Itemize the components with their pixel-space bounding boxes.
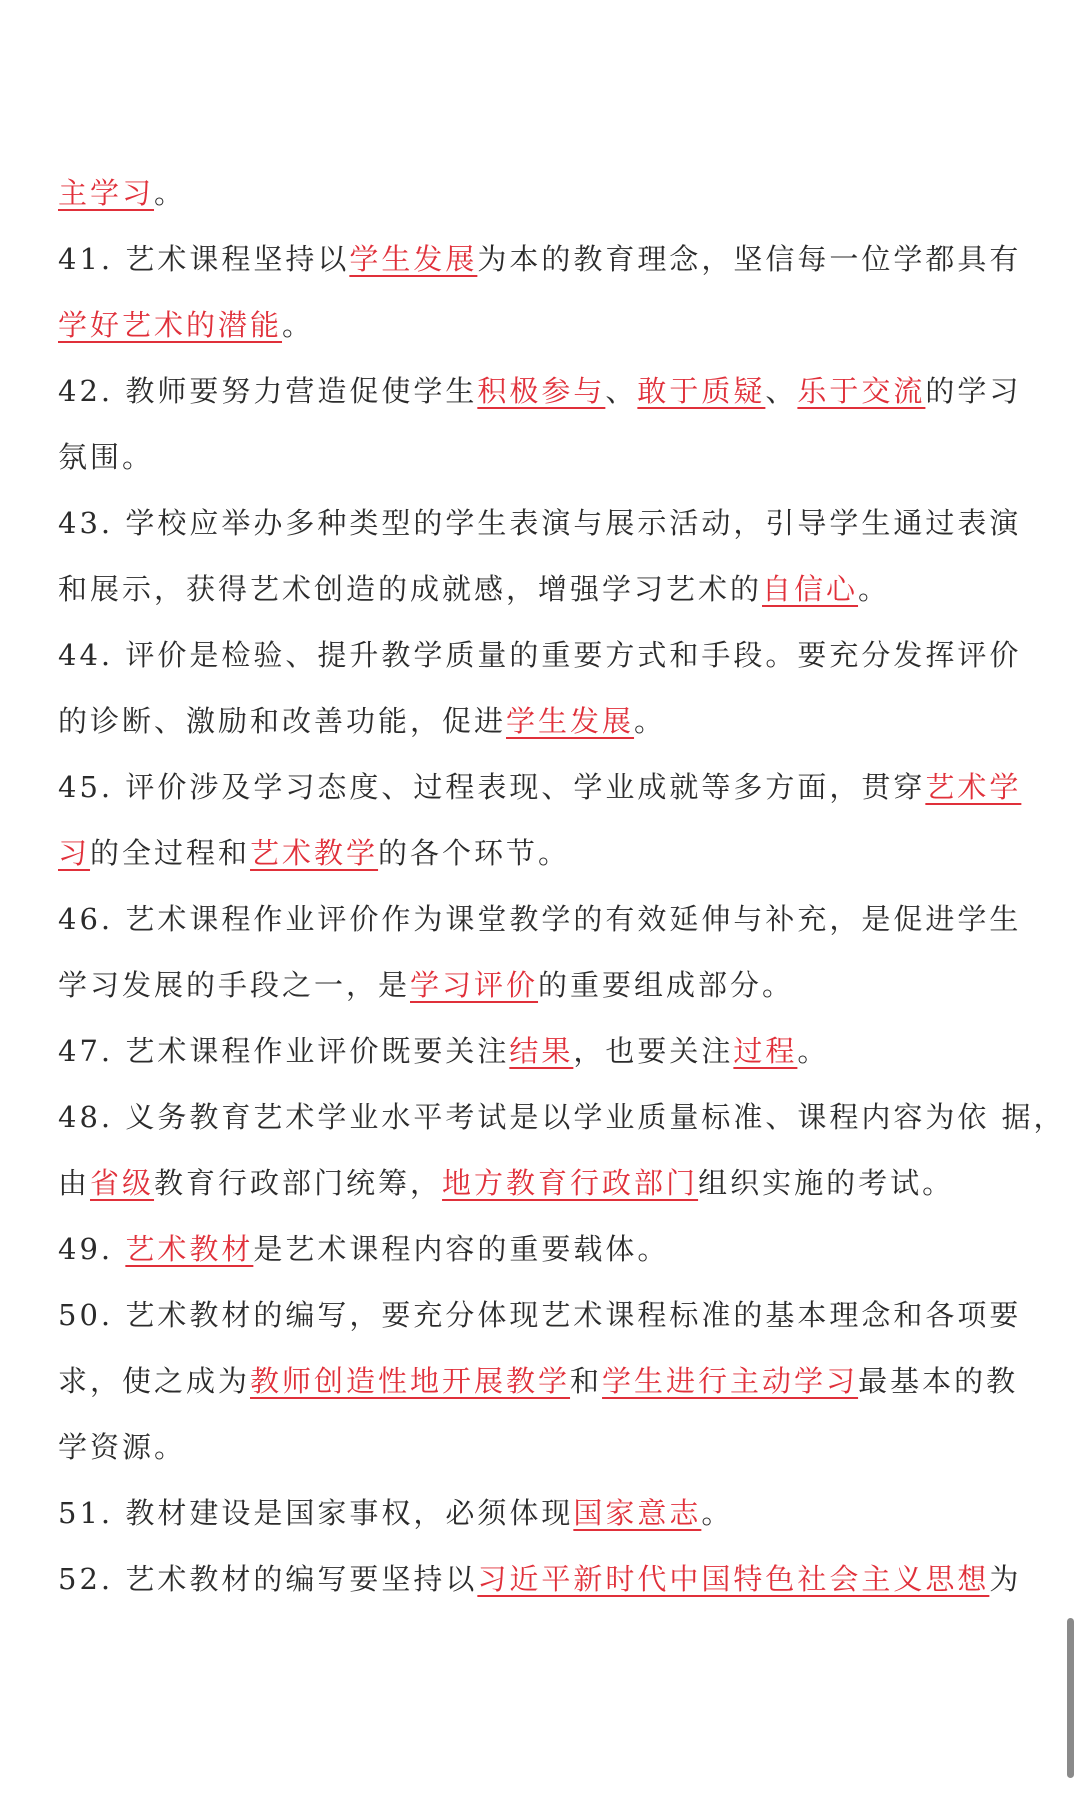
text-line [58,754,1022,820]
text-segment: 51. 教材建设是国家事权，必须体现 [58,1496,574,1530]
document-content [58,160,1066,1612]
text-line [58,1216,948,1282]
text-segment: 教育行政部门统筹， [154,1166,443,1200]
text-line [58,1084,1066,1150]
text-line [58,160,948,226]
highlighted-answer: 习近平新时代中国特色社会主义思想 [477,1562,990,1596]
text-line [58,688,948,754]
highlighted-answer: 教师创造性地开展教学 [250,1364,571,1398]
text-line [58,1480,948,1546]
highlighted-answer: 学生发展 [506,704,635,738]
highlighted-answer: 敢于质疑 [637,374,766,408]
text-segment: 学习发展的手段之一，是 [58,968,411,1002]
text-line [58,1414,948,1480]
text-segment: 。 [797,1034,830,1068]
highlighted-answer: 习 [58,836,91,870]
highlighted-answer: 乐于交流 [797,374,926,408]
highlighted-answer: 艺术教材 [125,1232,254,1266]
highlighted-answer: 国家意志 [573,1496,702,1530]
scrollbar-thumb[interactable] [1067,1618,1074,1778]
text-segment: 43. 学校应举办多种类型的学生表演与展示活动，引导学生通过表演 [58,506,1022,540]
text-segment: 的诊断、激励和改善功能，促进 [58,704,507,738]
text-segment: 52. 艺术教材的编写要坚持以 [58,1562,478,1596]
highlighted-answer: 主学习 [58,176,155,210]
highlighted-answer: 艺术学 [925,770,1022,804]
text-line [58,1546,1022,1612]
text-line [58,1348,1019,1414]
text-segment: 的各个环节。 [378,836,571,870]
text-segment: 氛围。 [58,440,155,474]
highlighted-answer: 学习评价 [410,968,539,1002]
text-segment: 组织实施的考试。 [698,1166,955,1200]
highlighted-answer: 学好艺术的潜能 [58,308,283,342]
text-segment: 为本的教育理念，坚信每一位学都具有 [477,242,1022,276]
text-segment: 。 [282,308,315,342]
text-segment: 为 [989,1562,1022,1596]
text-segment: 、 [765,374,798,408]
highlighted-answer: 地方教育行政部门 [442,1166,699,1200]
text-segment: 44. 评价是检验、提升教学质量的重要方式和手段。要充分发挥评价 [58,638,1022,672]
text-line [58,1018,948,1084]
text-segment: 最基本的教 [858,1364,1019,1398]
highlighted-answer: 过程 [733,1034,798,1068]
text-segment: 。 [858,572,891,606]
text-segment: 求，使之成为 [58,1364,251,1398]
text-line [58,622,1022,688]
text-line [58,952,948,1018]
text-segment: 是艺术课程内容的重要载体。 [253,1232,670,1266]
highlighted-answer: 学生进行主动学习 [602,1364,859,1398]
text-line [58,556,948,622]
text-segment: 的学习 [925,374,1022,408]
text-segment: 学资源。 [58,1430,187,1464]
text-segment: 48. 义务教育艺术学业水平考试是以学业质量标准、课程内容为依 据， [58,1100,1066,1134]
text-segment: 42. 教师要努力营造促使学生 [58,374,478,408]
text-segment: 45. 评价涉及学习态度、过程表现、学业成就等多方面，贯穿 [58,770,926,804]
highlighted-answer: 艺术教学 [250,836,379,870]
text-segment: 50. 艺术教材的编写，要充分体现艺术课程标准的基本理念和各项要 [58,1298,1022,1332]
highlighted-answer: 省级 [90,1166,155,1200]
text-segment: 49. [58,1232,126,1266]
text-segment: 。 [154,176,187,210]
text-segment: 的重要组成部分。 [538,968,795,1002]
text-line [58,292,948,358]
text-segment: 47. 艺术课程作业评价既要关注 [58,1034,510,1068]
text-segment: 由 [58,1166,91,1200]
text-segment: 和 [570,1364,603,1398]
text-line [58,820,948,886]
text-line [58,226,1022,292]
highlighted-answer: 自信心 [762,572,859,606]
text-segment: 、 [605,374,638,408]
text-line [58,1150,955,1216]
text-line [58,358,1022,424]
highlighted-answer: 学生发展 [349,242,478,276]
text-line [58,490,1022,556]
text-segment: ，也要关注 [573,1034,734,1068]
text-segment: 和展示，获得艺术创造的成就感，增强学习艺术的 [58,572,763,606]
highlighted-answer: 积极参与 [477,374,606,408]
text-line [58,886,1022,952]
text-segment: 46. 艺术课程作业评价作为课堂教学的有效延伸与补充，是促进学生 [58,902,1022,936]
text-line [58,1282,1022,1348]
text-segment: 的全过程和 [90,836,251,870]
text-line [58,424,948,490]
highlighted-answer: 结果 [509,1034,574,1068]
text-segment: 。 [701,1496,734,1530]
text-segment: 41. 艺术课程坚持以 [58,242,350,276]
text-segment: 。 [634,704,667,738]
